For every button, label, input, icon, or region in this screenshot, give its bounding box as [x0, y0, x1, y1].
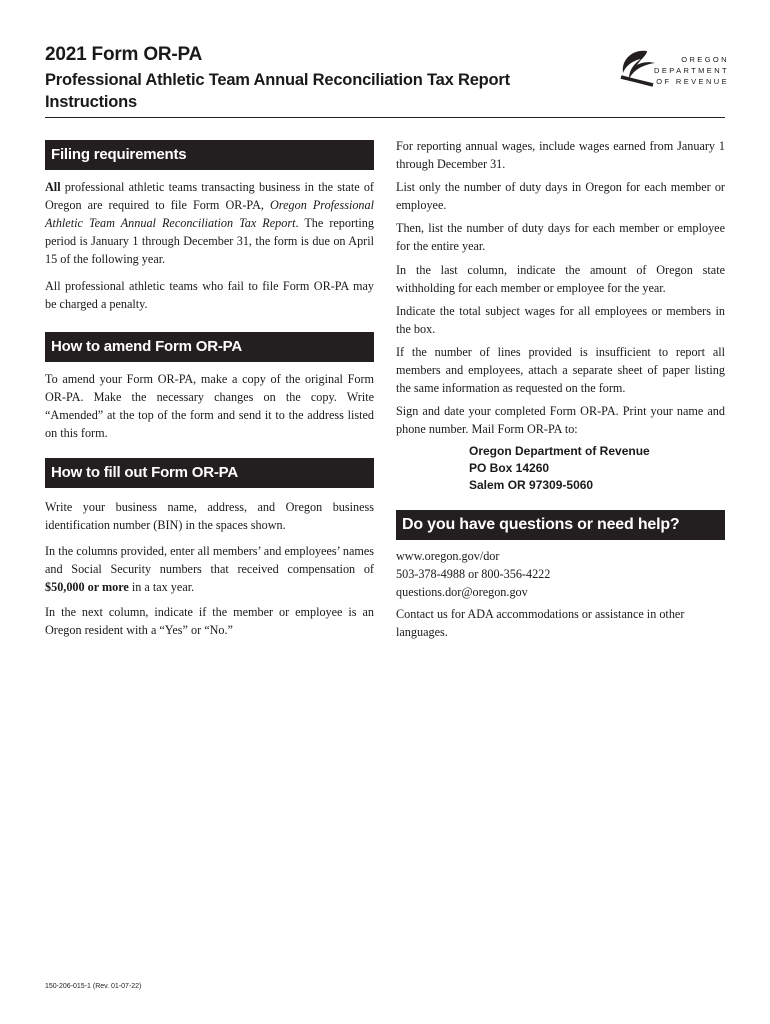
fill-text-a: In the columns provided, enter all members’ and employees’ names and Social Security numbers that received compensation of [45, 544, 374, 576]
page-title: 2021 Form OR-PA [45, 44, 203, 65]
right-paragraph-1: For reporting annual wages, include wages earned from January 1 through December 31. [396, 139, 725, 171]
address-line-1: Oregon Department of Revenue [469, 444, 650, 458]
filing-paragraph-2: All professional athletic teams who fail to file Form OR-PA may be charged a penalty. [45, 279, 374, 311]
help-contact-block [396, 547, 725, 601]
section-heading-filing: Filing requirements [45, 140, 374, 170]
logo-line-3: OF REVENUE [656, 77, 729, 86]
section-heading-fill: How to fill out Form OR-PA [45, 458, 374, 488]
filing-text-a: professional athletic teams transacting business in the state of Oregon are required to file Form OR-PA, [45, 180, 374, 212]
page-subtitle: Professional Athletic Team Annual Reconciliation Tax Report Instructions [45, 71, 510, 111]
oregon-swoosh-icon [617, 47, 657, 87]
right-paragraph-2: List only the number of duty days in Oregon for each member or employee. [396, 180, 725, 212]
header-divider [45, 117, 725, 118]
fill-paragraph-2 [45, 542, 374, 596]
address-line-2: PO Box 14260 [469, 461, 550, 475]
website-link[interactable]: www.oregon.gov/dor [396, 549, 500, 563]
form-title-italic: Oregon Professional Athletic Team Annual Reconciliation Tax Report [45, 198, 374, 230]
right-paragraph-4: In the last column, indicate the amount of Oregon state withholding for each member or employee for the year. [396, 263, 725, 295]
address-line-3: Salem OR 97309-5060 [469, 478, 594, 492]
fill-paragraph-1: Write your business name, address, and Oregon business identification number (BIN) in the spaces shown. [45, 500, 374, 532]
form-revision-code: 150-206-015-1 (Rev. 01-07-22) [45, 983, 142, 990]
oregon-dor-logo [617, 45, 729, 93]
amend-paragraph-1: To amend your Form OR-PA, make a copy of the original Form OR-PA. Make the necessary changes on the copy. Write “Amended” at the top of the form and send it to the address listed on this form. [45, 372, 374, 440]
right-paragraph-3: Then, list the number of duty days for each member or employee for the entire year. [396, 221, 725, 253]
filing-text-b: . The reporting period is January 1 through December 31, the form is due on April 15 of the following year. [45, 216, 374, 266]
fill-text-b: in a tax year. [128, 580, 195, 594]
ada-paragraph: Contact us for ADA accommodations or assistance in other languages. [396, 607, 685, 639]
right-paragraph-6: If the number of lines provided is insufficient to report all members and employees, attach a separate sheet of paper listing the same information as requested on the form. [396, 345, 725, 395]
logo-line-2: DEPARTMENT [654, 66, 729, 75]
right-paragraph-5: Indicate the total subject wages for all employees or members in the box. [396, 304, 725, 336]
filing-lead-word: All [45, 180, 61, 194]
mailing-address [469, 443, 650, 494]
phone-numbers: 503-378-4988 or 800-356-4222 [396, 567, 551, 581]
fill-paragraph-3: In the next column, indicate if the member or employee is an Oregon resident with a “Yes” or “No.” [45, 605, 374, 637]
section-heading-help: Do you have questions or need help? [396, 510, 725, 540]
logo-line-1: OREGON [681, 55, 729, 64]
email-link[interactable]: questions.dor@oregon.gov [396, 585, 528, 599]
section-heading-amend: How to amend Form OR-PA [45, 332, 374, 362]
fill-amount: $50,000 or more [45, 580, 129, 594]
filing-paragraph-1 [45, 178, 374, 268]
right-paragraph-7: Sign and date your completed Form OR-PA. Print your name and phone number. Mail Form OR-PA to: [396, 404, 725, 436]
